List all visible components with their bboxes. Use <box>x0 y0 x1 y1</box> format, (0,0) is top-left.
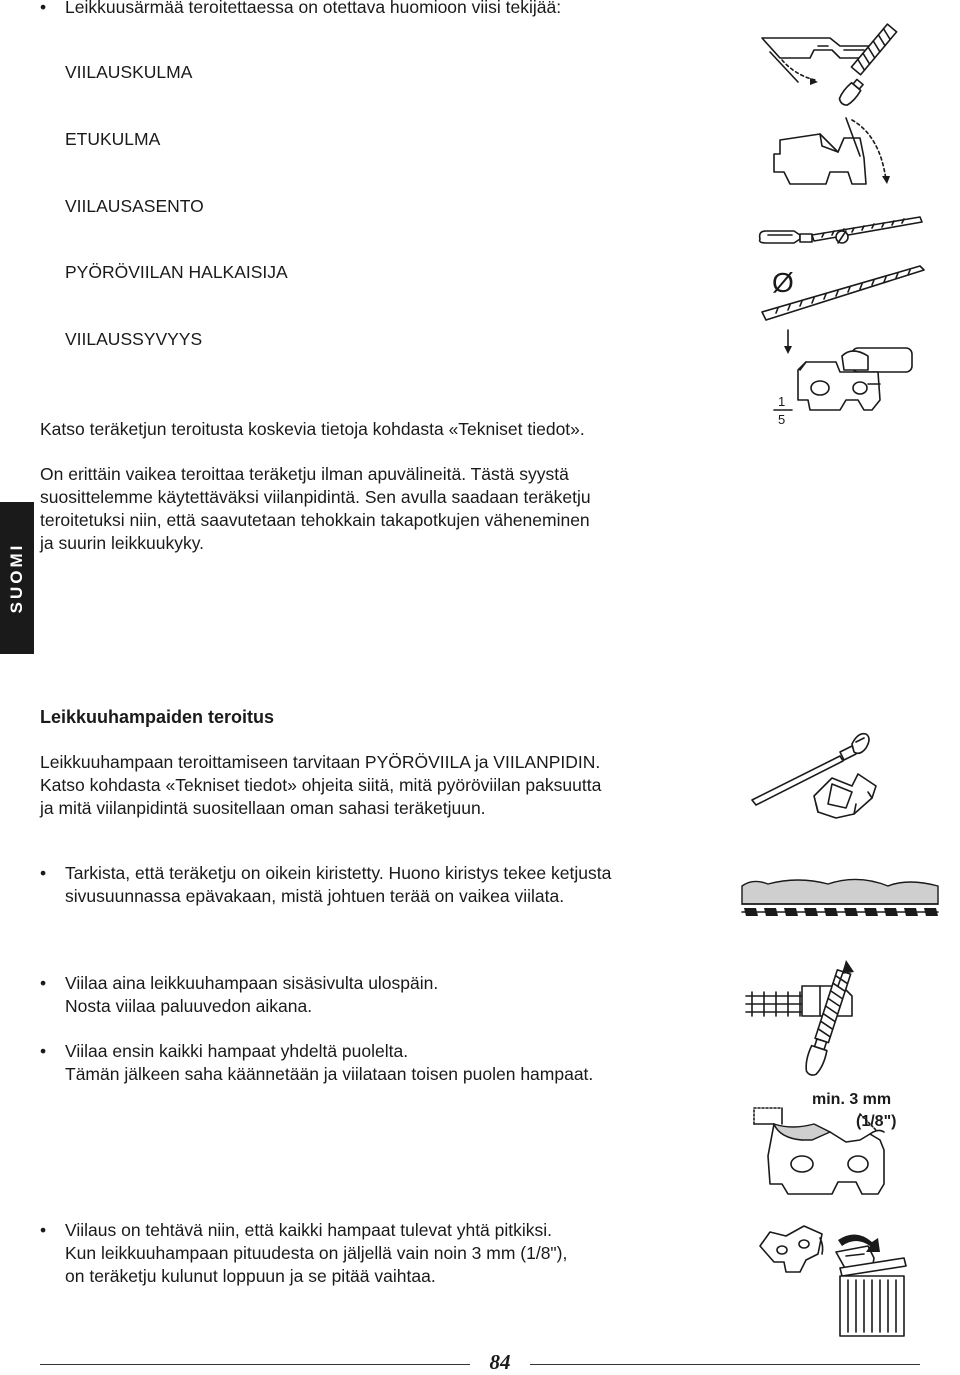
intro-paragraph-line: teroitetuksi niin, että saavutetaan tehokkain takapotkujen väheneminen <box>40 510 590 530</box>
filing-direction-illustration <box>742 960 922 1080</box>
file-diameter-illustration <box>758 262 938 324</box>
bullet-line: Tarkista, että teräketju on oikein kiristetty. Huono kiristys tekee ketjusta <box>65 863 612 883</box>
chain-tension-illustration <box>738 868 948 930</box>
diameter-symbol: Ø <box>772 267 794 298</box>
bullet-marker: • <box>40 973 47 993</box>
factor-item: VIILAUSASENTO <box>65 196 204 216</box>
section-paragraph-line: Leikkuuhampaan teroittamiseen tarvitaan PYÖRÖVIILA ja VIILANPIDIN. <box>40 752 601 772</box>
fraction-numerator: 1 <box>778 394 786 409</box>
intro-bullet-text: Leikkuusärmää teroitettaessa on otettava huomioon viisi tekijää: <box>65 0 562 17</box>
section-heading: Leikkuuhampaiden teroitus <box>40 707 275 727</box>
intro-paragraph-line: suosittelemme käytettäväksi viilanpidintä. Sen avulla saadaan teräketju <box>40 487 591 507</box>
bullet-line: Viilaa ensin kaikki hampaat yhdeltä puolelta. <box>65 1041 409 1061</box>
bullet-line: Viilaa aina leikkuuhampaan sisäsivulta ulospäin. <box>65 973 439 993</box>
filing-depth-illustration <box>760 326 930 432</box>
language-side-tab-label: SUOMI <box>7 542 26 614</box>
factor-item: VIILAUSKULMA <box>65 62 193 82</box>
bullet-marker: • <box>40 1041 47 1061</box>
bullet-line: sivusuunnassa epävakaan, mistä johtuen terää on vaikea viilata. <box>65 886 565 906</box>
page-number: 84 <box>489 1350 511 1374</box>
bullet-marker: • <box>40 863 47 883</box>
factor-item: VIILAUSSYVYYS <box>65 329 203 349</box>
worn-chain-disposal-illustration <box>756 1218 926 1340</box>
bullet-marker: • <box>40 0 47 17</box>
factor-item: PYÖRÖVIILAN HALKAISIJA <box>65 262 288 282</box>
bullet-line: Tämän jälkeen saha käännetään ja viilataan toisen puolen hampaat. <box>65 1064 594 1084</box>
filing-angle-illustration <box>740 20 940 110</box>
min-label-line2: (1/8") <box>856 1113 897 1130</box>
technical-data-note: Katso teräketjun teroitusta koskevia tietoja kohdasta «Tekniset tiedot». <box>40 419 585 439</box>
bullet-line: Nosta viilaa paluuvedon aikana. <box>65 996 313 1016</box>
footer-rule-left <box>40 1364 470 1365</box>
minimum-cutter-length-illustration <box>752 1084 942 1204</box>
bullet-marker: • <box>40 1220 47 1240</box>
intro-paragraph-line: On erittäin vaikea teroittaa teräketju ilman apuvälineitä. Tästä syystä <box>40 464 569 484</box>
bullet-line: Viilaus on tehtävä niin, että kaikki hampaat tulevat yhtä pitkiksi. <box>65 1220 553 1240</box>
footer-rule-right <box>530 1364 920 1365</box>
file-position-illustration <box>752 205 932 265</box>
bullet-line: Kun leikkuuhampaan pituudesta on jäljellä vain noin 3 mm (1/8"), <box>65 1243 568 1263</box>
file-and-holder-illustration <box>748 730 928 830</box>
intro-paragraph-line: ja suurin leikkuukyky. <box>40 533 205 553</box>
section-paragraph-line: ja mitä viilanpidintä suositellaan oman sahasi teräketjuun. <box>40 798 486 818</box>
min-label-line1: min. 3 mm <box>812 1091 892 1108</box>
fraction-denominator: 5 <box>778 412 786 427</box>
top-plate-angle-illustration <box>760 112 920 202</box>
bullet-line: on teräketju kulunut loppuun ja se pitää vaihtaa. <box>65 1266 436 1286</box>
language-side-tab <box>0 502 34 654</box>
section-paragraph-line: Katso kohdasta «Tekniset tiedot» ohjeita siitä, mitä pyöröviilan paksuutta <box>40 775 602 795</box>
factor-item: ETUKULMA <box>65 129 161 149</box>
